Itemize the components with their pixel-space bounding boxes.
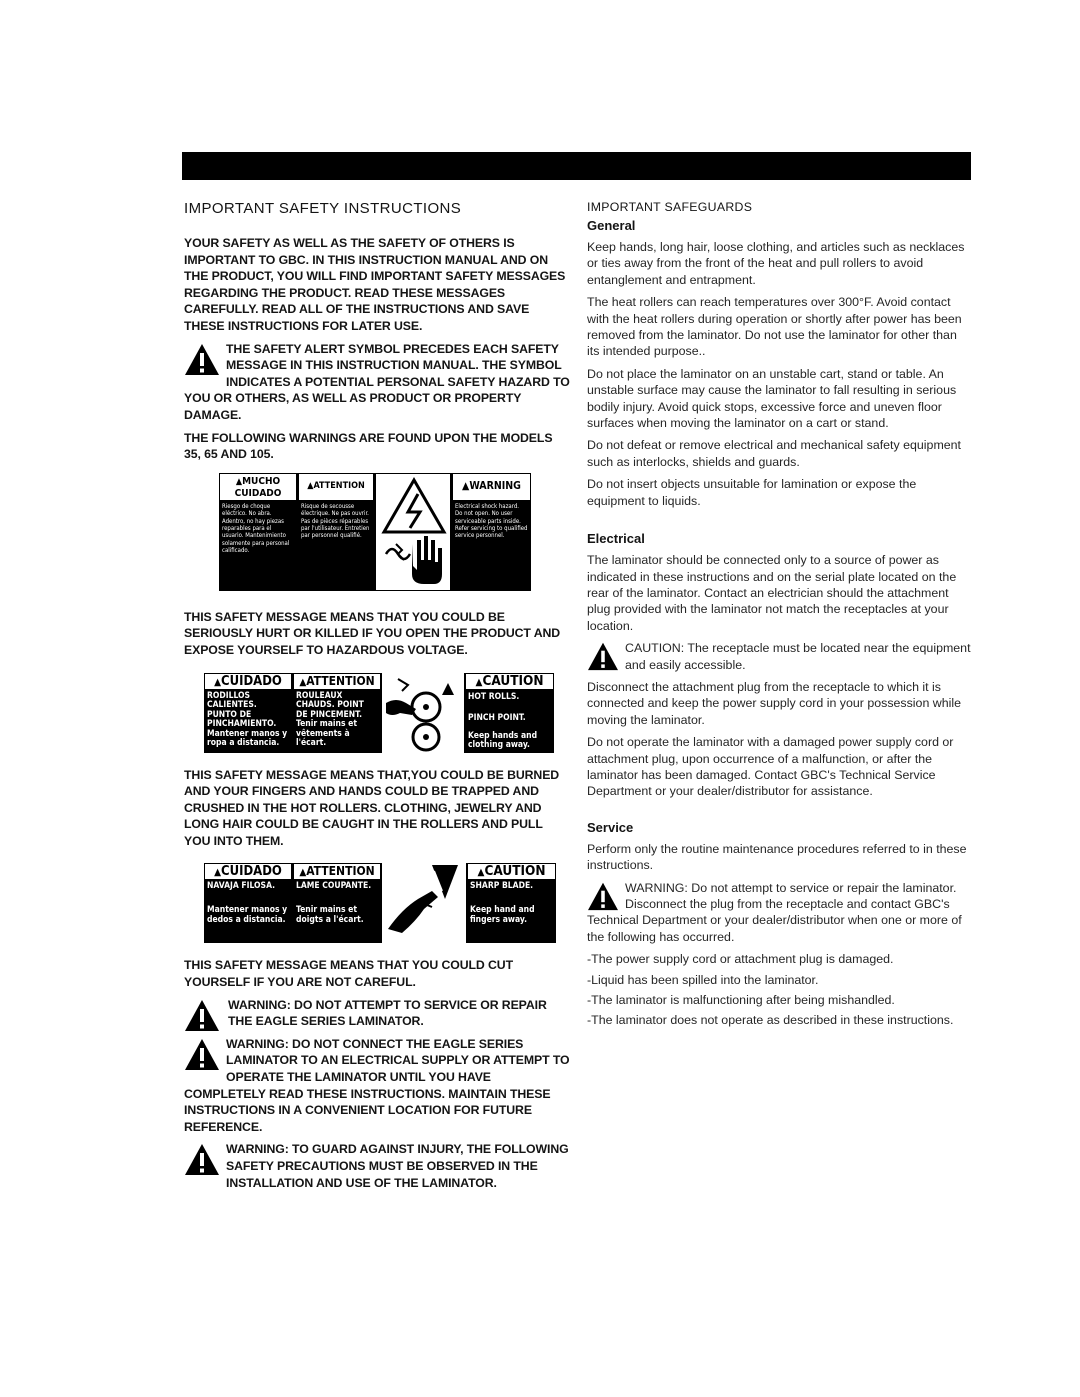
alert-triangle-icon	[184, 998, 220, 1032]
intro-text: YOUR SAFETY AS WELL AS THE SAFETY OF OTHERS IS IMPORTANT TO GBC. IN THIS INSTRUCTION MANUAL AND ON THE PRODUCT, YOU WILL FIND IMPORTANT SAFETY MESSAGES REGARDING THE PRODUCT. READ THESE MESSAGES CAREFULLY. READ ALL OF THE INSTRUCTIONS AND SAVE THESE INSTRUCTIONS FOR LATER USE.	[184, 236, 566, 333]
service-item: -Liquid has been spilled into the laminator.	[587, 972, 819, 987]
label2-french-header: ▲ATTENTION	[293, 673, 381, 690]
service-p1: Perform only the routine maintenance procedures referred to in these instructions.	[587, 841, 967, 873]
service-warning-text: WARNING: Do not attempt to service or repair the laminator. Disconnect the plug from the receptacle and contact GBC's Technical Department or your dealer/distributor when one or more of the following has occurred.	[587, 880, 962, 944]
alert-symbol-text: THE SAFETY ALERT SYMBOL PRECEDES EACH SAFETY MESSAGE IN THIS INSTRUCTION MANUAL. THE SYMBOL INDICATES A POTENTIAL PERSONAL SAFETY HAZARD TO YOU OR OTHERS, AS WELL AS PRODUCT OR PROPERTY DAMAGE.	[184, 341, 570, 422]
cut-message: THIS SAFETY MESSAGE MEANS THAT YOU COULD CUT YOURSELF IF YOU ARE NOT CAREFUL.	[184, 958, 514, 990]
label3-french-text1: LAME COUPANTE.	[296, 881, 372, 892]
voltage-message: THIS SAFETY MESSAGE MEANS THAT YOU COULD BE SERIOUSLY HURT OR KILLED IF YOU OPEN THE PRODUCT AND EXPOSE YOURSELF TO HAZARDOUS VOLTAGE.	[184, 609, 561, 657]
label3-english-text1: SHARP BLADE.	[470, 881, 534, 892]
label1-spanish	[219, 473, 297, 591]
label1-french-text: Risque de secousse électrique. Ne pas ouvrir. Pas de pièces réparables par l'utilisateur. Entretien par personnel qualifié.	[301, 502, 370, 540]
alert-triangle-icon: ▲	[299, 676, 307, 688]
service-item: -The power supply cord or attachment plug is damaged.	[587, 952, 894, 967]
electrical-caution-text: CAUTION: The receptacle must be located near the equipment and easily accessible.	[625, 641, 971, 672]
warning-guard-paragraph	[184, 1141, 570, 1191]
shock-warning-label	[219, 473, 531, 591]
warning-service-text: WARNING: DO NOT ATTEMPT TO SERVICE OR REPAIR THE EAGLE SERIES LAMINATOR.	[228, 997, 547, 1029]
general-p3: Do not place the laminator on an unstable cart, stand or table. An unstable surface may cause the laminator to fall resulting in serious bodily injury. Avoid quick stops, excessive force and uneven floor surfaces when moving the laminator on a cart or stand.	[587, 366, 957, 431]
alert-triangle-icon	[587, 641, 619, 671]
label2-english-header: ▲CAUTION	[465, 673, 554, 690]
warning-guard-text: WARNING: TO GUARD AGAINST INJURY, THE FOLLOWING SAFETY PRECAUTIONS MUST BE OBSERVED IN THE INSTALLATION AND USE OF THE LAMINATOR.	[226, 1142, 569, 1190]
alert-triangle-icon: ▲	[307, 480, 314, 491]
service-warning	[587, 880, 971, 946]
alert-triangle-icon	[184, 342, 220, 376]
alert-triangle-icon: ▲	[477, 867, 485, 879]
alert-symbol-paragraph	[184, 341, 570, 424]
label1-english	[452, 473, 531, 591]
warning-service-paragraph	[184, 997, 570, 1030]
right-column	[587, 200, 971, 1033]
label3-spanish-header: ▲CUIDADO	[204, 863, 292, 880]
label3-french-text2: Tenir mains et doigts a l'écart.	[296, 905, 364, 925]
label1-english-header: ▲WARNING	[452, 473, 531, 501]
service-heading: Service	[587, 819, 634, 835]
general-p1: Keep hands, long hair, loose clothing, and articles such as necklaces or ties away from the front of the heat and pull rollers to avoid entanglement and entrapment.	[587, 240, 965, 287]
service-item: -The laminator does not operate as described in these instructions.	[587, 1013, 954, 1028]
general-p2: The heat rollers can reach temperatures over 300°F. Avoid contact with the heat rollers during operation or shortly after power has been removed from the laminator. Do not use the laminator for other than its intended purpose..	[587, 295, 962, 359]
shock-hazard-icon	[375, 473, 451, 591]
service-item: -The laminator is malfunctioning after being mishandled.	[587, 993, 895, 1008]
label3-english	[467, 863, 556, 943]
label2-english-text1: HOT ROLLS.	[468, 691, 520, 702]
label3-french	[293, 863, 381, 943]
general-heading: General	[587, 218, 636, 233]
label2-spanish-header: ▲CUIDADO	[204, 673, 292, 690]
electrical-p2: Disconnect the attachment plug from the receptacle to which it is connected and keep the power supply cord in your possession while moving the laminator.	[587, 679, 962, 727]
label1-english-text: Electrical shock hazard. Do not open. No user serviceable parts inside. Refer servicing to qualified service personnel.	[455, 502, 528, 540]
general-p5: Do not insert objects unsuitable for lamination or expose the equipment to liquids.	[587, 477, 917, 508]
page-title: IMPORTANT SAFETY INSTRUCTIONS	[184, 200, 462, 217]
header-bar	[182, 152, 971, 180]
label2-spanish	[204, 673, 292, 753]
alert-triangle-icon	[587, 881, 619, 911]
alert-triangle-icon: ▲	[462, 479, 470, 492]
label1-french	[298, 473, 374, 591]
alert-triangle-icon	[184, 1037, 220, 1071]
electrical-heading: Electrical	[587, 531, 645, 547]
electrical-p1: The laminator should be connected only to a source of power as indicated in these instructions and on the serial plate located on the rear of the laminator. Contact an electrician should the attachment plug provided with the laminator not match the receptacles at your location.	[587, 553, 957, 633]
label3-english-header: ▲CAUTION	[467, 863, 556, 880]
following-warnings-text: THE FOLLOWING WARNINGS ARE FOUND UPON THE MODELS 35, 65 AND 105.	[184, 430, 553, 462]
alert-triangle-icon: ▲	[299, 867, 307, 879]
label3-spanish	[204, 863, 292, 943]
alert-triangle-icon: ▲	[235, 476, 243, 487]
alert-triangle-icon: ▲	[214, 676, 222, 688]
label2-english-text2: PINCH POINT.	[468, 713, 526, 724]
rollers-hand-icon	[382, 673, 464, 753]
label3-spanish-text2: Mantener manos y dedos a distancia.	[207, 905, 288, 925]
electrical-p3: Do not operate the laminator with a damaged power supply cord or attachment plug, upon occurrence of a malfunction, or after the laminator has been damaged. Contact GBC's Technical Service Department or your dealer/distributor for assistance.	[587, 735, 954, 799]
label2-french	[293, 673, 381, 753]
alert-triangle-icon: ▲	[475, 676, 483, 688]
left-column	[184, 200, 570, 1197]
warning-connect-paragraph	[184, 1036, 570, 1136]
label2-english-text3: Keep hands and clothing away.	[468, 730, 538, 751]
label2-french-text: ROULEAUX CHAUDS. POINT DE PINCEMENT. Tenir mains et vêtements à l'écart.	[296, 690, 364, 749]
label3-english-text2: Keep hand and fingers away.	[470, 905, 535, 925]
safeguards-heading: IMPORTANT SAFEGUARDS	[587, 200, 753, 214]
label2-english	[465, 673, 554, 753]
alert-triangle-icon: ▲	[214, 867, 222, 879]
label1-french-header: ▲ATTENTION	[298, 473, 374, 501]
electrical-caution	[587, 640, 971, 673]
hot-rollers-message: THIS SAFETY MESSAGE MEANS THAT,YOU COULD BE BURNED AND YOUR FINGERS AND HANDS COULD BE TRAPPED AND CRUSHED IN THE HOT ROLLERS. CLOTHING, JEWELRY AND LONG HAIR COULD BE CAUGHT IN THE ROLLERS AND PULL YOU INTO THEM.	[184, 767, 560, 848]
label1-spanish-header: ▲MUCHO CUIDADO	[219, 473, 297, 501]
label3-spanish-text1: NAVAJA FILOSA.	[207, 881, 276, 892]
alert-triangle-icon	[184, 1142, 220, 1176]
label2-spanish-text: RODILLOS CALIENTES. PUNTO DE PINCHAMIENTO. Mantener manos y ropa a distancia.	[207, 690, 288, 749]
label1-spanish-text: Riesgo de choque eléctrico. No abra. Adentro, no hay piezas reparables para el usuario. Mantenimiento solamente para personal calificado.	[222, 502, 290, 555]
sharp-blade-caution-label	[204, 863, 556, 943]
label3-french-header: ▲ATTENTION	[293, 863, 381, 880]
general-p4: Do not defeat or remove electrical and mechanical safety equipment such as interlocks, shields and guards.	[587, 438, 961, 469]
warning-connect-text: WARNING: DO NOT CONNECT THE EAGLE SERIES LAMINATOR TO AN ELECTRICAL SUPPLY OR ATTEMPT TO OPERATE THE LAMINATOR UNTIL YOU HAVE COMPLETELY READ THESE INSTRUCTIONS. MAINTAIN THESE INSTRUCTIONS IN A CONVENIENT LOCATION FOR FUTURE REFERENCE.	[184, 1036, 570, 1134]
hot-rolls-caution-label	[204, 673, 554, 753]
blade-hand-icon	[382, 863, 466, 943]
